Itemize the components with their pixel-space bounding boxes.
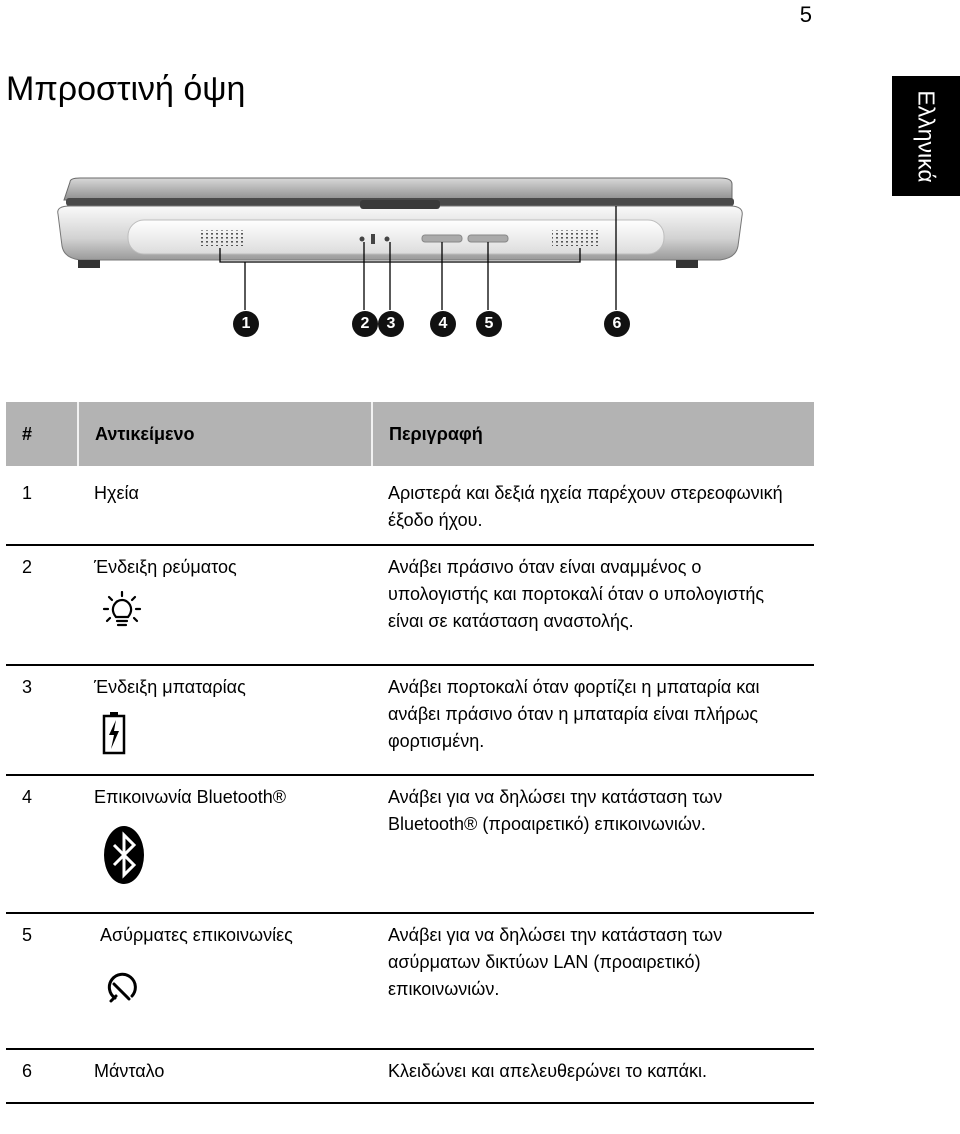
callout-1: 1 — [233, 311, 259, 337]
row-description: Αριστερά και δεξιά ηχεία παρέχουν στερεοφωνική έξοδο ήχου. — [372, 466, 814, 545]
callout-2: 2 — [352, 311, 378, 337]
row-item-cell — [78, 913, 372, 1049]
table-header-row — [6, 402, 814, 466]
row-item: Μάνταλο — [78, 1049, 372, 1103]
language-tab — [892, 76, 960, 196]
row-item-cell — [78, 665, 372, 775]
callout-5: 5 — [476, 311, 502, 337]
language-tab-label: Ελληνικά — [913, 89, 940, 183]
page-title: Μπροστινή όψη — [6, 70, 246, 108]
column-header-description: Περιγραφή — [372, 402, 814, 466]
bluetooth-icon — [102, 825, 146, 885]
table-row — [6, 545, 814, 665]
row-item: Ηχεία — [78, 466, 372, 545]
row-description: Κλειδώνει και απελευθερώνει το καπάκι. — [372, 1049, 814, 1103]
row-description: Ανάβει για να δηλώσει την κατάσταση των ασύρματων δικτύων LAN (προαιρετικό) επικοινωνιών. — [372, 913, 814, 1049]
row-item: Ένδειξη ρεύματος — [94, 557, 237, 577]
table-row — [6, 913, 814, 1049]
row-number: 4 — [6, 775, 78, 913]
column-header-number: # — [6, 402, 78, 466]
table-row — [6, 665, 814, 775]
row-number: 6 — [6, 1049, 78, 1103]
row-item-cell — [78, 545, 372, 665]
callout-3: 3 — [378, 311, 404, 337]
power-light-icon — [102, 591, 142, 631]
row-number: 1 — [6, 466, 78, 545]
row-description: Ανάβει πορτοκαλί όταν φορτίζει η μπαταρία και ανάβει πράσινο όταν η μπαταρία είναι πλήρως φορτισμένη. — [372, 665, 814, 775]
table-row — [6, 466, 814, 545]
front-view-items-table — [6, 402, 814, 1104]
row-number: 5 — [6, 913, 78, 1049]
row-number: 3 — [6, 665, 78, 775]
row-item: Επικοινωνία Bluetooth® — [94, 787, 286, 807]
column-header-item: Αντικείμενο — [78, 402, 372, 466]
page-number: 5 — [799, 2, 812, 27]
table-row — [6, 775, 814, 913]
row-item: Ασύρματες επικοινωνίες — [100, 925, 293, 945]
laptop-front-illustration — [40, 176, 780, 346]
table-row — [6, 1049, 814, 1103]
row-item-cell — [78, 775, 372, 913]
callout-6: 6 — [604, 311, 630, 337]
row-description: Ανάβει πράσινο όταν είναι αναμμένος ο υπολογιστής και πορτοκαλί όταν ο υπολογιστής είναι σε κατάσταση αναστολής. — [372, 545, 814, 665]
battery-icon — [102, 711, 126, 755]
wireless-icon — [102, 967, 142, 1007]
laptop-front-view-figure — [40, 176, 780, 346]
row-number: 2 — [6, 545, 78, 665]
row-description: Ανάβει για να δηλώσει την κατάσταση των Bluetooth® (προαιρετικό) επικοινωνιών. — [372, 775, 814, 913]
callout-4: 4 — [430, 311, 456, 337]
row-item: Ένδειξη μπαταρίας — [94, 677, 246, 697]
